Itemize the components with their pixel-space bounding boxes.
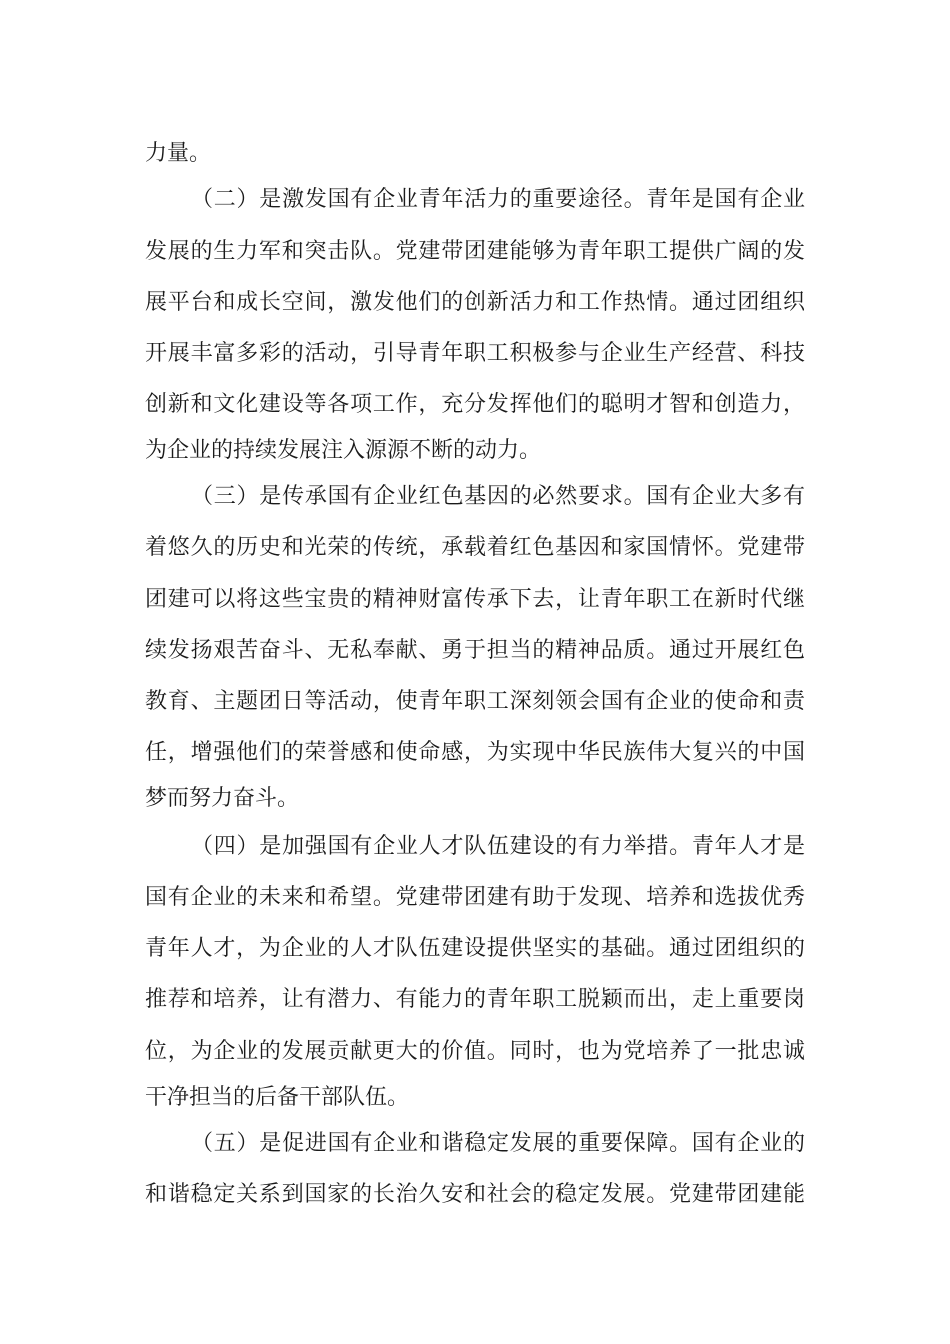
text-line: 任，增强他们的荣誉感和使命感，为实现中华民族伟大复兴的中国: [145, 740, 805, 765]
text-line: 位，为企业的发展贡献更大的价值。同时，也为党培养了一批忠诚: [145, 1039, 805, 1064]
text-line: 团建可以将这些宝贵的精神财富传承下去，让青年职工在新时代继: [145, 587, 805, 612]
text-line: 青年人才，为企业的人才队伍建设提供坚实的基础。通过团组织的: [145, 936, 805, 961]
paragraph-heading-line: （五）是促进国有企业和谐稳定发展的重要保障。国有企业的: [191, 1131, 805, 1156]
text-line: 续发扬艰苦奋斗、无私奉献、勇于担当的精神品质。通过开展红色: [145, 638, 805, 663]
text-line: 着悠久的历史和光荣的传统，承载着红色基因和家国情怀。党建带: [145, 535, 805, 560]
paragraph-heading-line: （三）是传承国有企业红色基因的必然要求。国有企业大多有: [191, 484, 805, 509]
paragraph-heading-line: （四）是加强国有企业人才队伍建设的有力举措。青年人才是: [191, 834, 805, 859]
text-line: 和谐稳定关系到国家的长治久安和社会的稳定发展。党建带团建能: [145, 1182, 805, 1207]
text-line: 展平台和成长空间，激发他们的创新活力和工作热情。通过团组织: [145, 290, 805, 315]
text-line: 国有企业的未来和希望。党建带团建有助于发现、培养和选拔优秀: [145, 885, 805, 910]
paragraph-heading-line: （二）是激发国有企业青年活力的重要途径。青年是国有企业: [191, 187, 805, 212]
text-line: 为企业的持续发展注入源源不断的动力。: [145, 438, 542, 463]
text-line: 开展丰富多彩的活动，引导青年职工积极参与企业生产经营、科技: [145, 341, 805, 366]
text-line: 创新和文化建设等各项工作，充分发挥他们的聪明才智和创造力，: [145, 392, 805, 417]
text-line: 力量。: [145, 141, 212, 166]
text-line: 发展的生力军和突击队。党建带团建能够为青年职工提供广阔的发: [145, 239, 805, 264]
text-line: 教育、主题团日等活动，使青年职工深刻领会国有企业的使命和责: [145, 689, 805, 714]
text-line: 推荐和培养，让有潜力、有能力的青年职工脱颖而出，走上重要岗: [145, 987, 805, 1012]
text-line: 干净担当的后备干部队伍。: [145, 1085, 410, 1110]
text-line: 梦而努力奋斗。: [145, 786, 300, 811]
